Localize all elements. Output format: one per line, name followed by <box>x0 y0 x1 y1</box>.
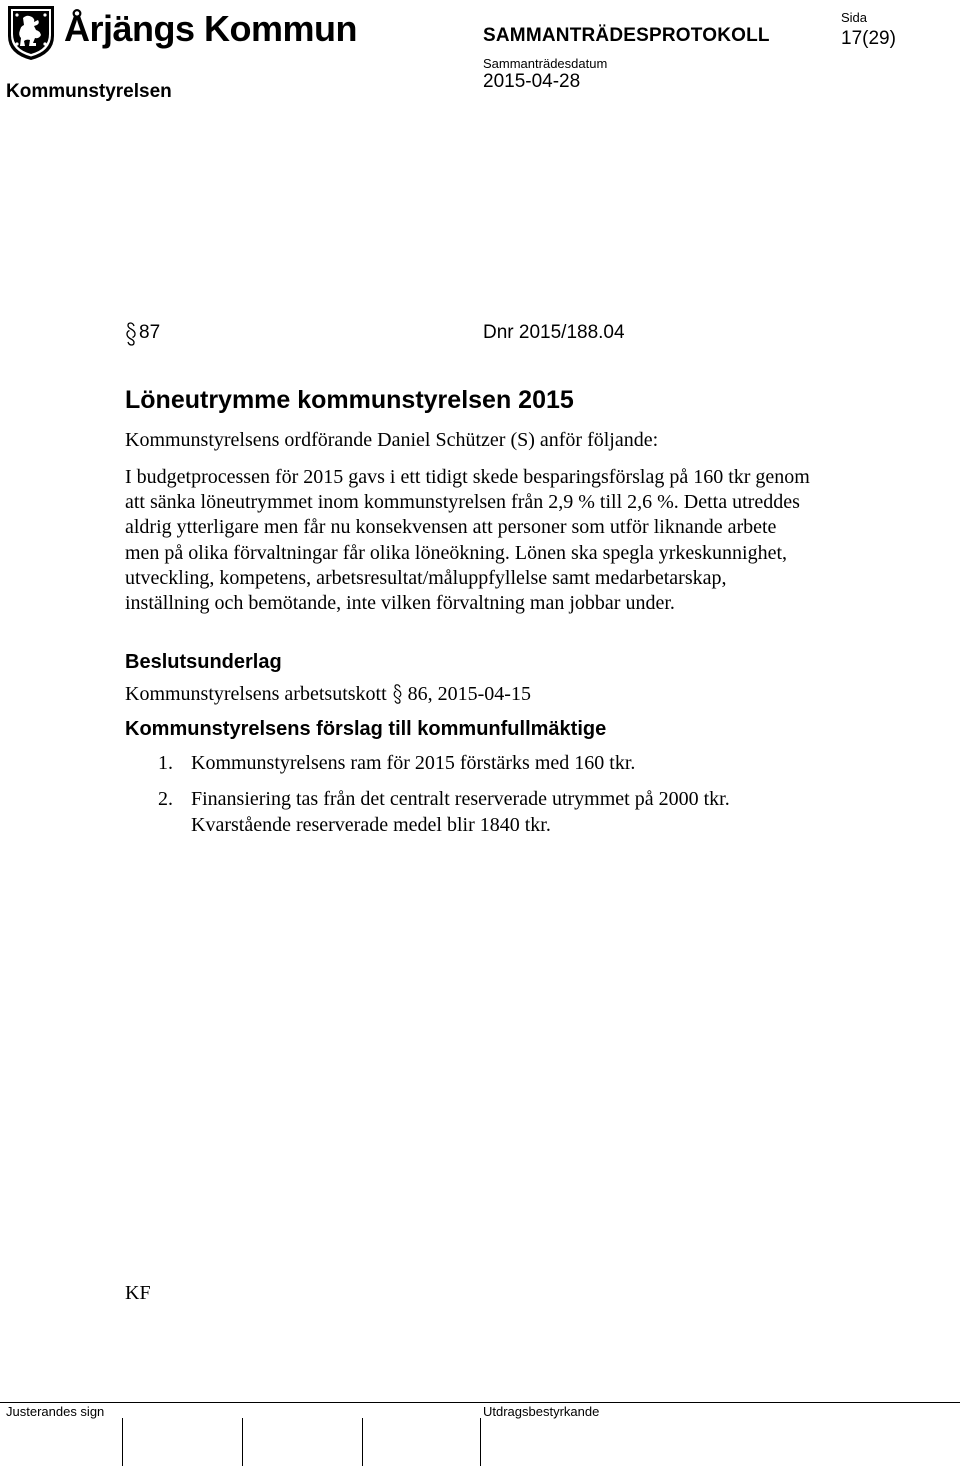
beslutsunderlag-text <box>125 683 531 706</box>
logo-wordmark: Årjängs Kommun <box>64 8 358 49</box>
department-name: Kommunstyrelsen <box>6 81 172 102</box>
page-number: 17(29) <box>841 28 896 49</box>
signature-box-divider <box>122 1418 123 1466</box>
signature-box-divider <box>480 1418 481 1466</box>
document-type: SAMMANTRÄDESPROTOKOLL <box>483 25 770 46</box>
list-item-number: 2. <box>158 788 173 810</box>
beslutsunderlag-text-after: 86, 2015-04-15 <box>407 683 531 705</box>
page-label: Sida <box>841 10 868 25</box>
section-sign-icon <box>125 322 137 346</box>
list-item <box>158 786 730 838</box>
coat-of-arms-icon <box>6 4 56 67</box>
list-item-text: Kommunstyrelsens ram för 2015 förstärks med 160 tkr. <box>191 752 636 774</box>
distribution-list: KF <box>125 1282 151 1304</box>
forslag-heading: Kommunstyrelsens förslag till kommunfullmäktige <box>125 718 607 740</box>
beslutsunderlag-text-before: Kommunstyrelsens arbetsutskott <box>125 683 387 705</box>
justerandes-sign-label: Justerandes sign <box>6 1404 105 1419</box>
meeting-date-label: Sammanträdesdatum <box>483 56 608 71</box>
intro-text: Kommunstyrelsens ordförande Daniel Schützer (S) anför följande: <box>125 429 659 451</box>
signature-box-divider <box>362 1418 363 1466</box>
list-item-text: Finansiering tas från det centralt reserverade utrymmet på 2000 tkr. <box>191 788 730 810</box>
signature-box-divider <box>242 1418 243 1466</box>
beslutsunderlag-heading: Beslutsunderlag <box>125 651 282 673</box>
utdragsbestyrkande-label: Utdragsbestyrkande <box>483 1404 600 1419</box>
section-title: Löneutrymme kommunstyrelsen 2015 <box>125 386 574 414</box>
diary-number: Dnr 2015/188.04 <box>483 322 625 343</box>
meeting-date: 2015-04-28 <box>483 71 581 92</box>
list-item-number: 1. <box>158 752 173 774</box>
section-reference-line <box>125 320 645 350</box>
list-item-text-continued: Kvarstående reserverade medel blir 1840 tkr. <box>191 814 551 836</box>
section-sign-icon <box>392 684 403 704</box>
body-text: I budgetprocessen för 2015 gavs i ett tidigt skede besparingsförslag på 160 tkr genom att sänka löneutrymmet inom kommunstyrelsen från 2,9 % till 2,6 %. Detta utreddes aldrig ytterligare men får nu konsekvensen att personer som utför liknande arbete men på olika förvaltningar får olika löneökning. Lönen ska spegla yrkeskunnighet, utveckling, kompetens, arbetsresultat/måluppfyllelse samt medarbetarskap, inställning och bemötande, inte vilken förvaltning man jobbar under. <box>125 466 810 615</box>
paragraph-number: 87 <box>139 322 161 343</box>
list-item <box>158 750 635 776</box>
